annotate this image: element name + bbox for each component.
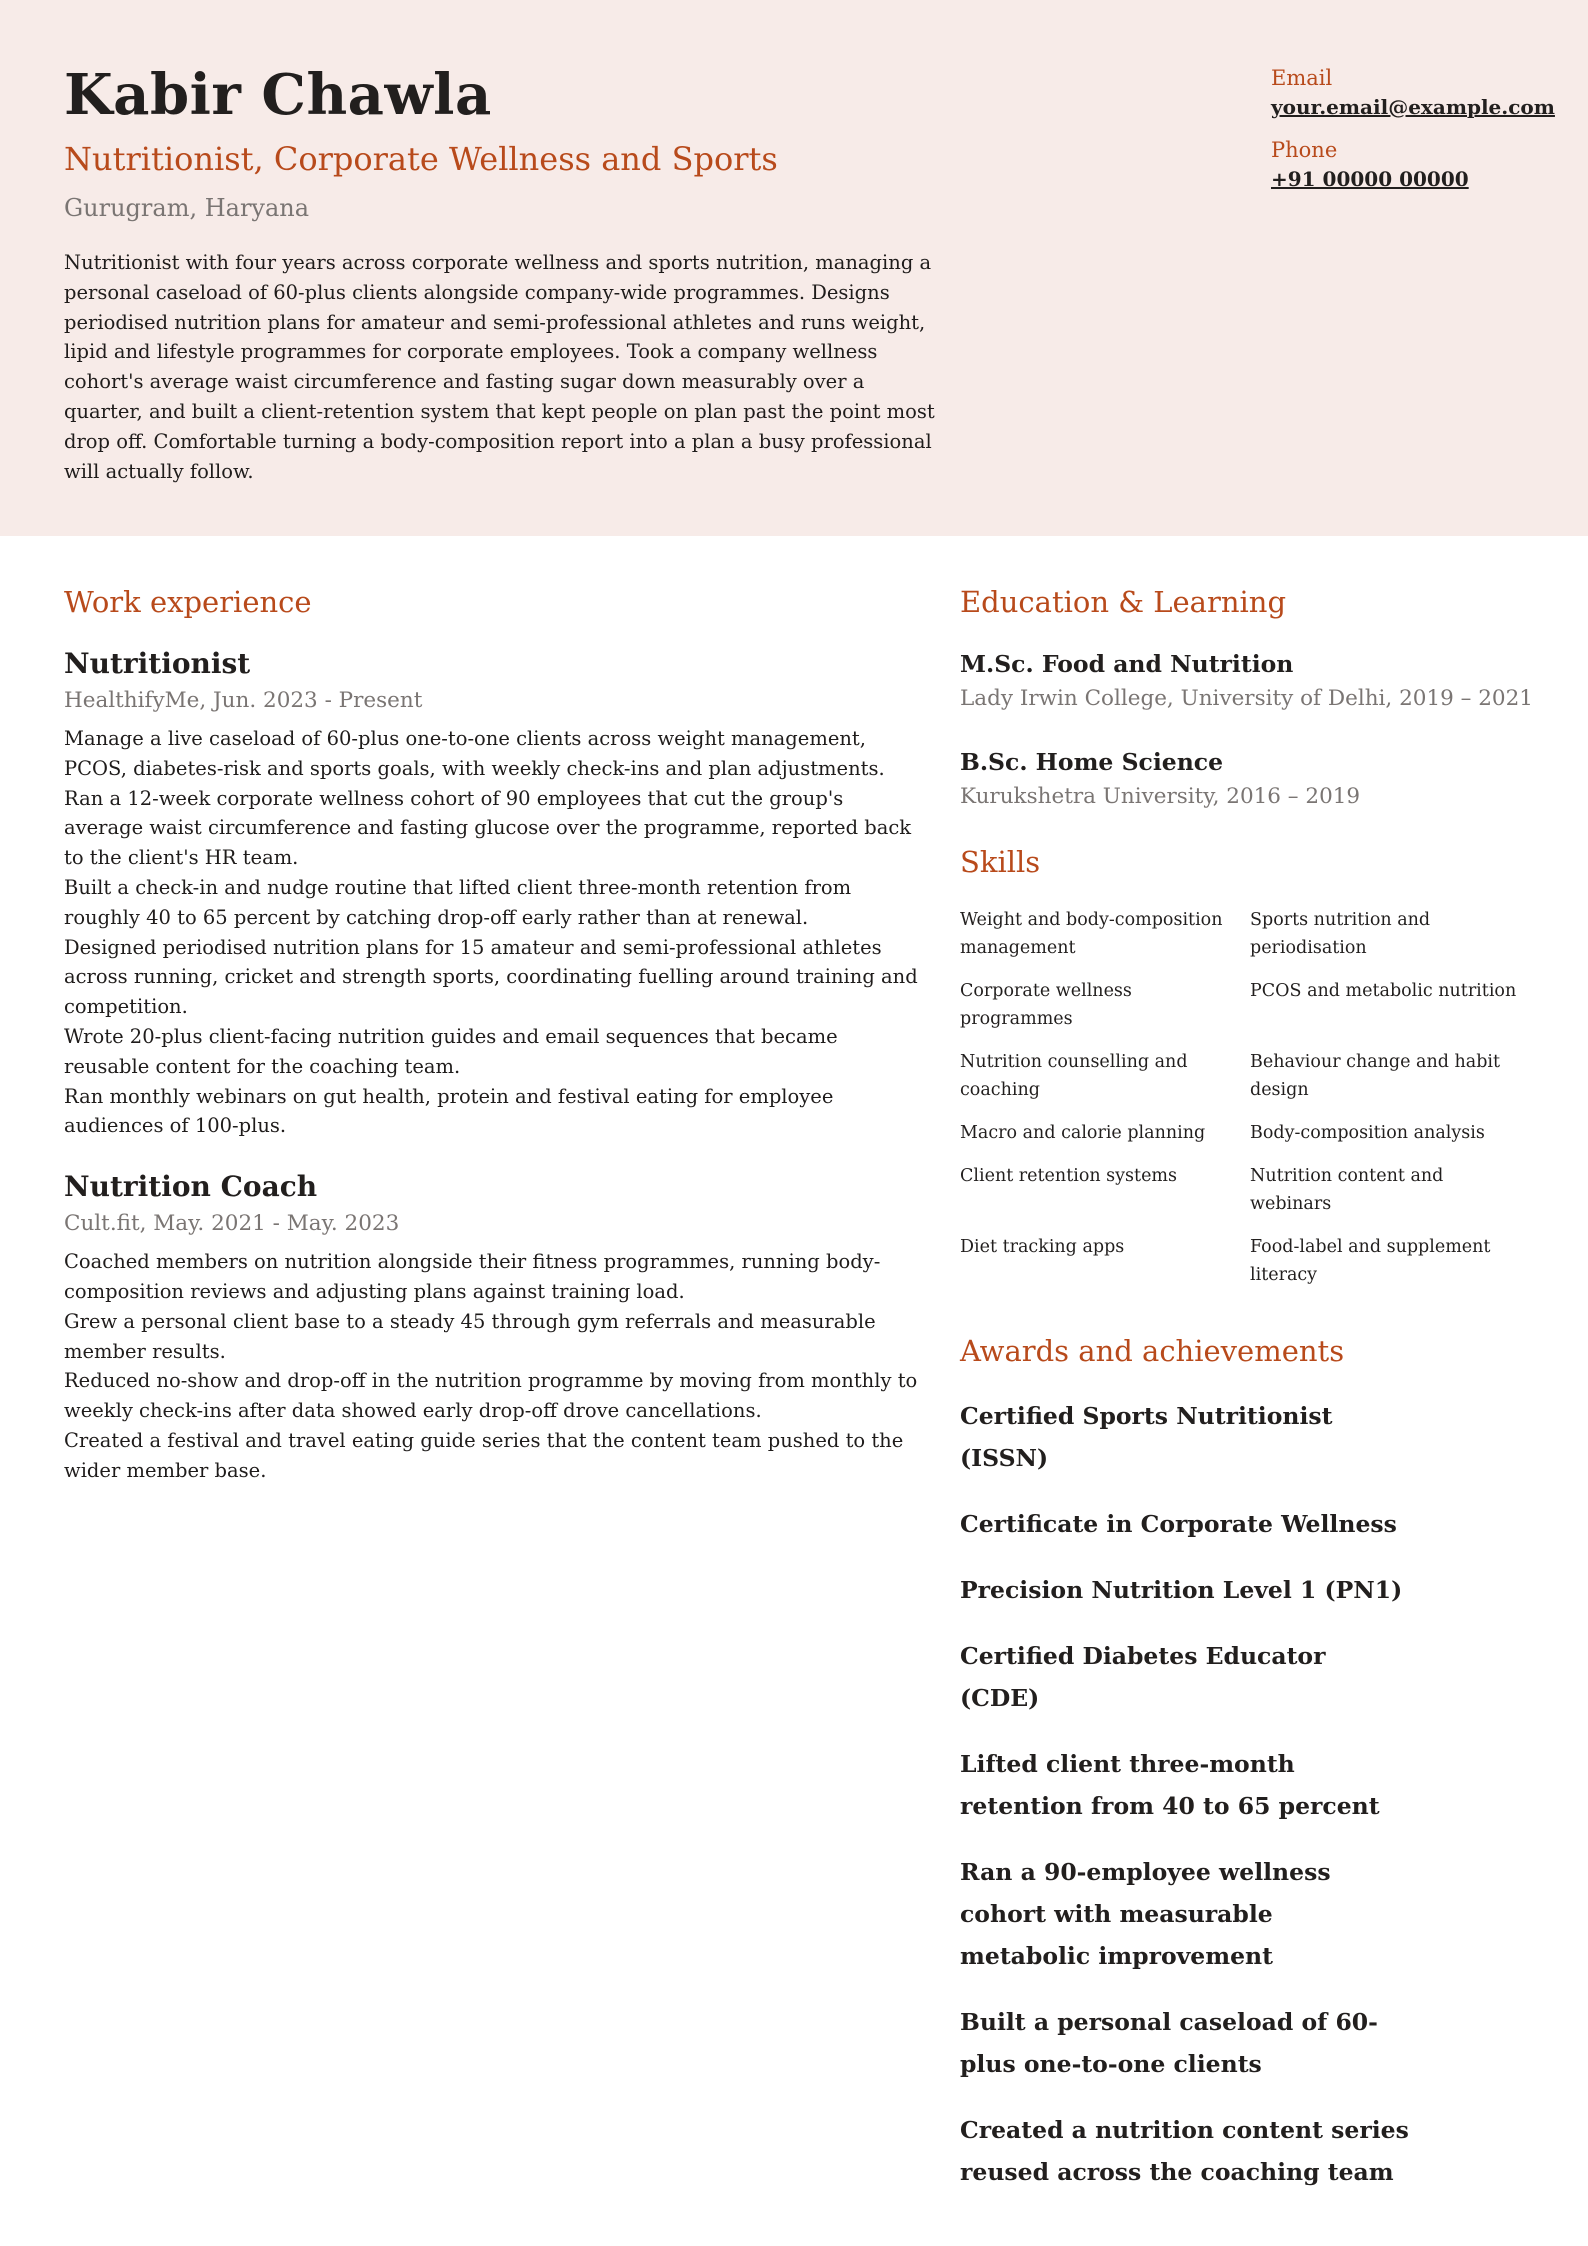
job-bullet: Designed periodised nutrition plans for 15 amateur and semi-professional athletes across running, cricket and strength sports, coordinating fuelling around training and competition. xyxy=(64,935,918,1019)
degree-title: M.Sc. Food and Nutrition xyxy=(960,650,1294,678)
job-title: Nutritionist xyxy=(64,647,251,680)
skills-heading: Skills xyxy=(960,845,1041,879)
skill-item: Behaviour change and habit design xyxy=(1250,1052,1501,1100)
right-column xyxy=(960,582,1550,2217)
award-item: Certified Sports Nutritionist (ISSN) xyxy=(960,1402,1333,1472)
award-item: Lifted client three-month retention from 40 to 65 percent xyxy=(960,1750,1380,1820)
education-heading: Education & Learning xyxy=(960,585,1287,619)
award-item: Certificate in Corporate Wellness xyxy=(960,1510,1397,1538)
email-link[interactable]: your.email@example.com xyxy=(1271,95,1555,119)
skill-item: Body-composition analysis xyxy=(1250,1123,1485,1143)
degree-institution: Kurukshetra University, 2016 – 2019 xyxy=(960,784,1361,809)
skill-item: Nutrition content and webinars xyxy=(1250,1166,1444,1214)
skill-item: Corporate wellness programmes xyxy=(960,981,1132,1029)
work-experience-heading: Work experience xyxy=(64,585,312,619)
skill-item: Client retention systems xyxy=(960,1166,1177,1186)
resume-header xyxy=(0,0,1588,536)
contact-block xyxy=(1271,64,1571,208)
skill-item: Macro and calorie planning xyxy=(960,1123,1206,1143)
job-bullet: Ran monthly webinars on gut health, protein and festival eating for employee audiences of 100-plus. xyxy=(64,1084,834,1138)
job-bullet: Manage a live caseload of 60-plus one-to-one clients across weight management, PCOS, diabetes-risk and sports goals, with weekly check-ins and plan adjustments. xyxy=(64,727,885,780)
award-item: Certified Diabetes Educator (CDE) xyxy=(960,1642,1326,1712)
candidate-headline: Nutritionist, Corporate Wellness and Sports xyxy=(64,140,778,178)
candidate-name: Kabir Chawla xyxy=(64,62,492,128)
degree-institution: Lady Irwin College, University of Delhi, 2019 – 2021 xyxy=(960,686,1533,711)
job-bullet: Coached members on nutrition alongside their fitness programmes, running body-composition reviews and adjusting plans against training load. xyxy=(64,1250,881,1303)
degree-title: B.Sc. Home Science xyxy=(960,748,1224,776)
candidate-location: Gurugram, Haryana xyxy=(64,194,310,222)
skill-item: PCOS and metabolic nutrition xyxy=(1250,981,1517,1001)
award-item: Built a personal caseload of 60-plus one-to-one clients xyxy=(960,2008,1378,2078)
job-bullet: Reduced no-show and drop-off in the nutrition programme by moving from monthly to weekly check-ins after data showed early drop-off drove cancellations. xyxy=(64,1369,918,1423)
award-item: Ran a 90-employee wellness cohort with measurable metabolic improvement xyxy=(960,1858,1331,1970)
job-company-dates: HealthifyMe, Jun. 2023 - Present xyxy=(64,688,423,713)
job-bullet: Grew a personal client base to a steady 45 through gym referrals and measurable member results. xyxy=(64,1309,876,1363)
job-bullet: Ran a 12-week corporate wellness cohort of 90 employees that cut the group's average waist circumference and fasting glucose over the programme, reported back to the client's HR team. xyxy=(64,786,912,870)
job-bullet: Wrote 20-plus client-facing nutrition guides and email sequences that became reusable content for the coaching team. xyxy=(64,1024,838,1078)
email-label: Email xyxy=(1271,66,1333,90)
phone-link[interactable]: +91 00000 00000 xyxy=(1271,167,1469,191)
job-entry xyxy=(64,646,924,1141)
job-bullet: Built a check-in and nudge routine that lifted client three-month retention from roughly 40 to 65 percent by catching drop-off early rather than at renewal. xyxy=(64,875,852,929)
award-item: Precision Nutrition Level 1 (PN1) xyxy=(960,1576,1403,1604)
job-title: Nutrition Coach xyxy=(64,1170,318,1204)
skill-item: Food-label and supplement literacy xyxy=(1250,1237,1491,1285)
skills-grid xyxy=(960,906,1550,1289)
skill-item: Nutrition counselling and coaching xyxy=(960,1052,1188,1100)
left-column xyxy=(64,582,924,1486)
phone-label: Phone xyxy=(1271,138,1338,162)
awards-heading: Awards and achievements xyxy=(960,1334,1345,1368)
job-company-dates: Cult.fit, May. 2021 - May. 2023 xyxy=(64,1211,400,1237)
skill-item: Weight and body-composition management xyxy=(960,910,1223,958)
award-item: Created a nutrition content series reused across the coaching team xyxy=(960,2116,1409,2186)
skill-item: Diet tracking apps xyxy=(960,1237,1125,1257)
job-entry xyxy=(64,1169,924,1485)
profile-summary: Nutritionist with four years across corporate wellness and sports nutrition, managing a personal caseload of 60-plus clients alongside company-wide programmes. Designs periodised nutrition plans for amateur and semi-professional athletes and runs weight, lipid and lifestyle programmes for corporate employees. Took a company wellness cohort's average waist circumference and fasting sugar down measurably over a quarter, and built a client-retention system that kept people on plan past the point most drop off. Comfortable turning a body-composition report into a plan a busy professional will actually follow. xyxy=(64,251,935,483)
skill-item: Sports nutrition and periodisation xyxy=(1250,910,1431,958)
job-bullet: Created a festival and travel eating guide series that the content team pushed to the wider member base. xyxy=(64,1428,904,1482)
